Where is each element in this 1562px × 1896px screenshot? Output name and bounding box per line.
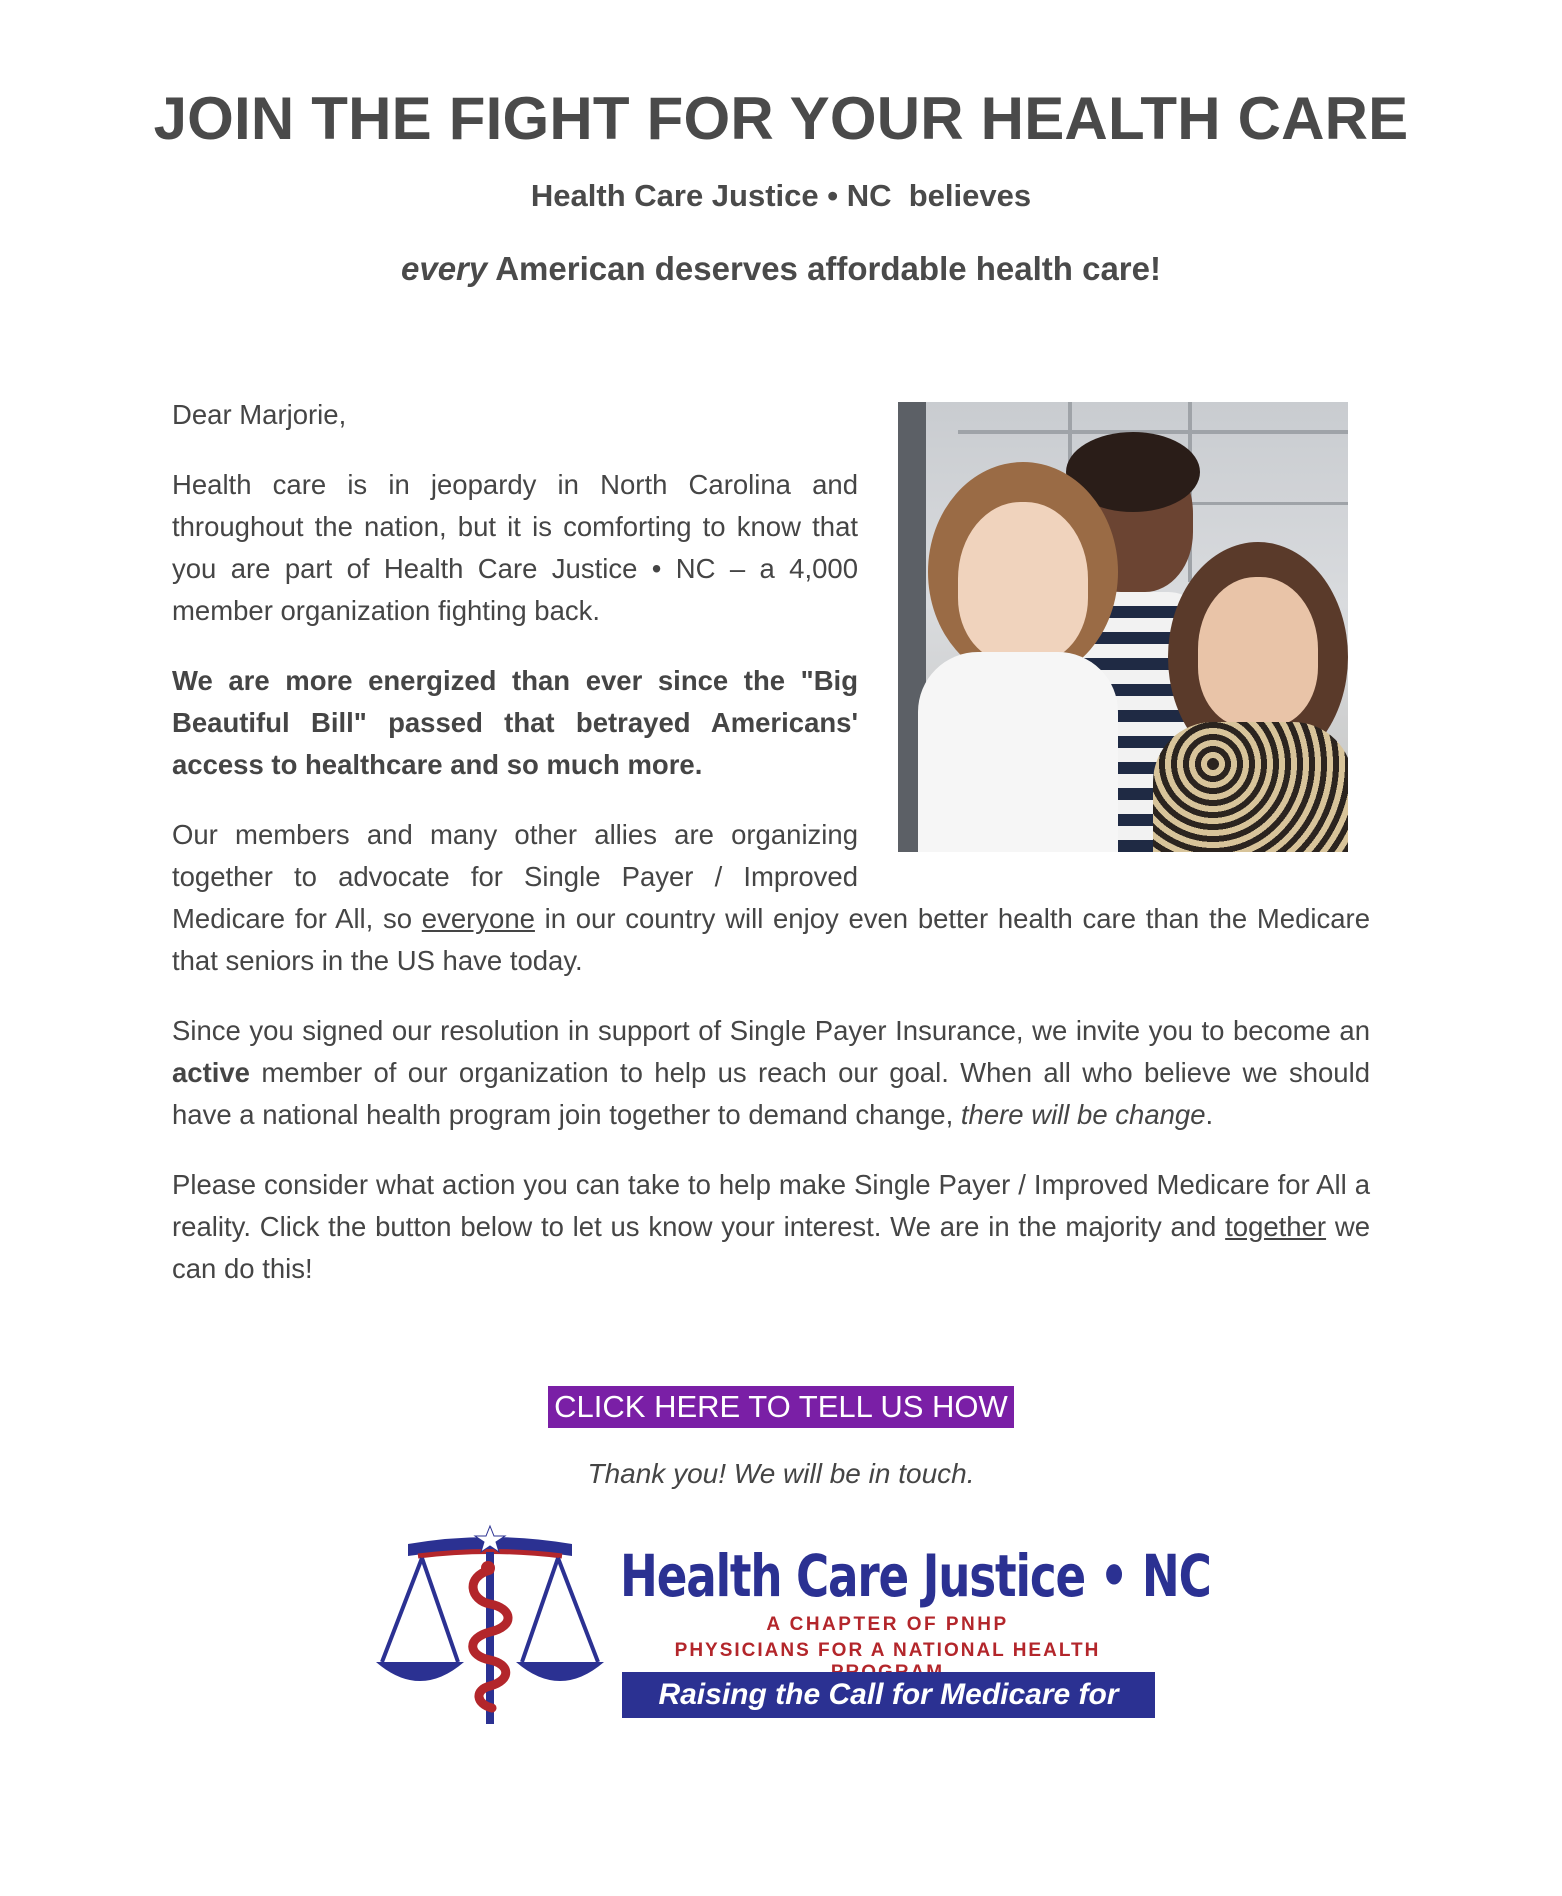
tell-us-how-button[interactable]: CLICK HERE TO TELL US HOW <box>548 1386 1014 1428</box>
logo-title: Health Care Justice • NC <box>620 1542 1211 1610</box>
children-photo <box>898 402 1348 852</box>
tagline-emphasis: every <box>401 250 488 287</box>
change-italic: there will be change <box>960 1099 1206 1130</box>
logo-slogan-band: Raising the Call for Medicare for ALL! <box>622 1672 1155 1718</box>
cta-container <box>0 1386 1562 1428</box>
letter-body <box>172 394 1370 1318</box>
paragraph-4 <box>172 1010 1370 1136</box>
thank-you-note: Thank you! We will be in touch. <box>587 1458 975 1489</box>
paragraph-5 <box>172 1164 1370 1290</box>
together-underline: together <box>1225 1211 1327 1242</box>
page-headline: JOIN THE FIGHT FOR YOUR HEALTH CARE <box>153 85 1409 152</box>
paragraph-4-text-c: . <box>1205 1099 1214 1130</box>
paragraph-5-text-a: Please consider what action you can take to help make Single Payer / Improved Medicare for All a reality. Click the button below to let us know your interest. We are in the majority and <box>172 1169 1370 1242</box>
everyone-underline: everyone <box>421 903 535 934</box>
tagline-line-1: Health Care Justice • NC believes <box>530 178 1032 213</box>
paragraph-4-text-a: Since you signed our resolution in support of Single Payer Insurance, we invite you to become an <box>172 1015 1370 1046</box>
paragraph-1: Health care is in jeopardy in North Carolina and throughout the nation, but it is comforting to know that you are part of Health Care Justice • NC – a 4,000 member organization fighting back. <box>172 469 858 626</box>
paragraph-5-text-b: we can do this! <box>172 1211 1370 1284</box>
organization-logo <box>370 1522 1211 1757</box>
tagline-line-2 <box>0 250 1562 288</box>
tagline-rest: American deserves affordable health care! <box>487 250 1161 287</box>
greeting: Dear Marjorie, <box>172 399 347 430</box>
paragraph-3-text-b: in our country will enjoy even better health care than the Medicare that seniors in the US have today. <box>172 903 1370 976</box>
paragraph-4-text-b: member of our organization to help us reach our goal. When all who believe we should have a national health program join together to demand change, <box>172 1057 1370 1130</box>
paragraph-2: We are more energized than ever since the "Big Beautiful Bill" passed that betrayed Americans' access to healthcare and so much more. <box>172 665 858 780</box>
logo-pnhp-line: PHYSICIANS FOR A NATIONAL HEALTH <box>674 1640 1101 1661</box>
scales-caduceus-icon <box>370 1522 610 1732</box>
paragraph-3-text-a: Our members and many other allies are organizing together to advocate for Single Payer / Improved Medicare for All, so <box>172 819 858 934</box>
logo-chapter-line: A CHAPTER OF PNHP <box>766 1614 1009 1635</box>
active-bold: active <box>172 1057 250 1088</box>
